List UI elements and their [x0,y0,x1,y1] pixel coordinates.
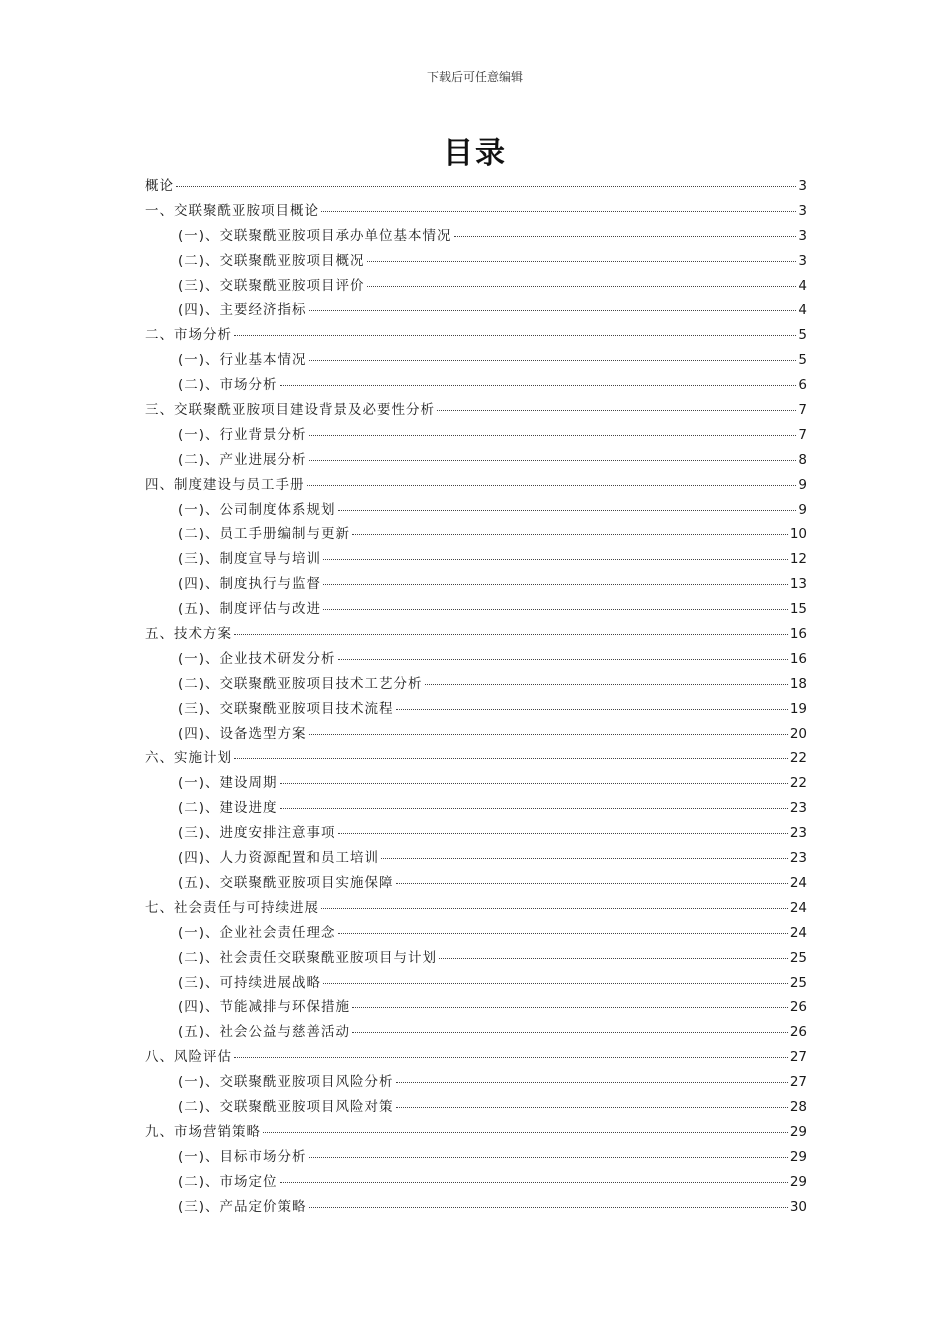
toc-entry-page-number: 9 [798,476,807,493]
toc-entry-page-number: 8 [798,451,807,468]
toc-dot-leader [309,734,788,735]
toc-dot-leader [439,958,788,959]
toc-dot-leader [352,534,788,535]
toc-entry[interactable] [145,298,807,323]
toc-entry[interactable] [145,423,807,448]
toc-entry-page-number: 12 [789,551,807,568]
toc-entry-page-number: 6 [798,377,807,394]
toc-entry-page-number: 24 [789,874,807,891]
toc-entry-label: 五、技术方案 [145,626,232,643]
toc-dot-leader [309,460,797,461]
toc-entry-label: 八、风险评估 [145,1049,232,1066]
toc-entry-page-number: 5 [798,352,807,369]
toc-dot-leader [309,1157,788,1158]
toc-entry-label: (二)、交联聚酰亚胺项目概况 [178,252,365,269]
toc-dot-leader [396,1107,788,1108]
toc-dot-leader [323,609,788,610]
toc-entry[interactable] [145,697,807,722]
toc-entry-page-number: 4 [798,277,807,294]
toc-entry[interactable] [145,473,807,498]
toc-dot-leader [367,286,797,287]
toc-entry-label: (二)、社会责任交联聚酰亚胺项目与计划 [178,949,438,966]
toc-entry[interactable] [145,398,807,423]
toc-entry-label: (二)、市场定位 [178,1173,278,1190]
toc-entry-label: (五)、交联聚酰亚胺项目实施保障 [178,874,394,891]
toc-entry[interactable] [145,522,807,547]
toc-entry-label: (三)、产品定价策略 [178,1198,307,1215]
toc-entry-label: (三)、制度宣导与培训 [178,551,322,568]
toc-entry-label: 六、实施计划 [145,750,232,767]
toc-entry-label: (四)、制度执行与监督 [178,576,322,593]
toc-entry[interactable] [145,1145,807,1170]
toc-entry[interactable] [145,1045,807,1070]
toc-dot-leader [234,634,788,635]
toc-entry-page-number: 29 [789,1148,807,1165]
toc-entry-page-number: 16 [789,650,807,667]
toc-entry-page-number: 3 [798,202,807,219]
toc-entry-page-number: 26 [789,999,807,1016]
toc-entry-label: (一)、交联聚酰亚胺项目风险分析 [178,1074,394,1091]
toc-dot-leader [338,933,788,934]
toc-entry[interactable] [145,647,807,672]
toc-dot-leader [234,758,788,759]
toc-entry-label: 九、市场营销策略 [145,1123,261,1140]
toc-entry-label: (四)、节能减排与环保措施 [178,999,351,1016]
toc-entry-page-number: 3 [798,252,807,269]
toc-entry-label: (一)、目标市场分析 [178,1148,307,1165]
toc-dot-leader [396,709,788,710]
toc-dot-leader [454,236,797,237]
toc-entry[interactable] [145,274,807,299]
toc-dot-leader [381,858,788,859]
toc-entry[interactable] [145,821,807,846]
toc-entry-label: (一)、建设周期 [178,775,278,792]
toc-entry-page-number: 30 [789,1198,807,1215]
toc-entry[interactable] [145,846,807,871]
toc-dot-leader [437,410,796,411]
toc-entry[interactable] [145,946,807,971]
toc-dot-leader [338,833,788,834]
toc-entry[interactable] [145,1170,807,1195]
toc-entry[interactable] [145,771,807,796]
toc-entry-page-number: 23 [789,850,807,867]
toc-entry-page-number: 16 [789,626,807,643]
toc-entry[interactable] [145,448,807,473]
toc-entry-page-number: 10 [789,526,807,543]
table-of-contents [145,174,807,1219]
toc-entry-page-number: 19 [789,700,807,717]
toc-entry[interactable] [145,622,807,647]
toc-entry-page-number: 22 [789,775,807,792]
toc-entry-page-number: 27 [789,1049,807,1066]
toc-entry-page-number: 5 [798,327,807,344]
toc-entry-label: (二)、交联聚酰亚胺项目风险对策 [178,1098,394,1115]
toc-entry-page-number: 20 [789,725,807,742]
toc-dot-leader [396,883,788,884]
toc-entry[interactable] [145,174,807,199]
toc-entry-label: 七、社会责任与可持续进展 [145,899,319,916]
toc-entry-label: (二)、员工手册编制与更新 [178,526,351,543]
toc-entry[interactable] [145,722,807,747]
toc-entry-label: 一、交联聚酰亚胺项目概论 [145,202,319,219]
toc-entry-label: 概论 [145,178,174,194]
toc-entry-page-number: 24 [789,924,807,941]
toc-entry-page-number: 15 [789,601,807,618]
toc-dot-leader [321,211,796,212]
toc-entry-label: (四)、主要经济指标 [178,302,307,319]
toc-entry-page-number: 23 [789,825,807,842]
toc-entry-page-number: 3 [798,178,807,194]
toc-entry[interactable] [145,224,807,249]
toc-dot-leader [280,385,797,386]
toc-entry-label: (一)、企业社会责任理念 [178,924,336,941]
toc-entry-label: (一)、公司制度体系规划 [178,501,336,518]
toc-entry-page-number: 26 [789,1024,807,1041]
toc-dot-leader [323,584,788,585]
toc-entry[interactable] [145,547,807,572]
document-title: 目录 [443,136,507,171]
toc-entry[interactable] [145,1195,807,1220]
toc-entry[interactable] [145,971,807,996]
toc-entry[interactable] [145,249,807,274]
toc-dot-leader [280,808,788,809]
toc-entry[interactable] [145,896,807,921]
toc-entry-page-number: 22 [789,750,807,767]
toc-entry-page-number: 4 [798,302,807,319]
toc-entry-label: (一)、企业技术研发分析 [178,650,336,667]
toc-entry[interactable] [145,597,807,622]
toc-dot-leader [280,783,788,784]
toc-dot-leader [234,335,796,336]
toc-dot-leader [280,1182,788,1183]
toc-dot-leader [234,1057,788,1058]
toc-entry-label: (二)、产业进展分析 [178,451,307,468]
toc-entry[interactable] [145,796,807,821]
toc-dot-leader [352,1032,788,1033]
toc-entry[interactable] [145,373,807,398]
toc-entry-page-number: 29 [789,1123,807,1140]
toc-entry[interactable] [145,323,807,348]
toc-dot-leader [338,659,788,660]
toc-dot-leader [425,684,788,685]
toc-dot-leader [309,435,797,436]
toc-entry-page-number: 27 [789,1074,807,1091]
toc-entry-page-number: 7 [798,426,807,443]
toc-entry-label: 三、交联聚酰亚胺项目建设背景及必要性分析 [145,402,435,419]
toc-entry-page-number: 3 [798,227,807,244]
toc-entry-label: (二)、市场分析 [178,377,278,394]
toc-entry[interactable] [145,1095,807,1120]
toc-dot-leader [352,1007,788,1008]
toc-entry-label: (四)、人力资源配置和员工培训 [178,850,380,867]
toc-entry-label: (三)、交联聚酰亚胺项目评价 [178,277,365,294]
toc-entry-page-number: 23 [789,800,807,817]
toc-entry-page-number: 24 [789,899,807,916]
toc-entry[interactable] [145,995,807,1020]
toc-dot-leader [338,510,797,511]
toc-entry-label: (一)、行业背景分析 [178,426,307,443]
toc-entry[interactable] [145,1120,807,1145]
toc-entry[interactable] [145,498,807,523]
toc-dot-leader [323,983,788,984]
toc-entry[interactable] [145,199,807,224]
toc-entry-label: (五)、制度评估与改进 [178,601,322,618]
toc-entry-page-number: 13 [789,576,807,593]
toc-entry[interactable] [145,1020,807,1045]
toc-dot-leader [323,559,788,560]
toc-entry-page-number: 9 [798,501,807,518]
toc-entry[interactable] [145,348,807,373]
page-header-note: 下载后可任意编辑 [426,70,523,84]
toc-entry-page-number: 18 [789,675,807,692]
toc-dot-leader [176,186,796,187]
toc-entry-label: 四、制度建设与员工手册 [145,476,305,493]
toc-entry-page-number: 7 [798,402,807,419]
toc-dot-leader [307,485,797,486]
toc-dot-leader [309,360,797,361]
toc-entry[interactable] [145,746,807,771]
toc-entry-label: (一)、行业基本情况 [178,352,307,369]
toc-dot-leader [309,1207,788,1208]
toc-entry-label: (一)、交联聚酰亚胺项目承办单位基本情况 [178,227,452,244]
toc-entry-label: (三)、进度安排注意事项 [178,825,336,842]
toc-entry-label: (二)、建设进度 [178,800,278,817]
toc-entry-label: (三)、可持续进展战略 [178,974,322,991]
toc-dot-leader [309,310,797,311]
toc-entry-label: (二)、交联聚酰亚胺项目技术工艺分析 [178,675,423,692]
toc-entry[interactable] [145,672,807,697]
toc-entry-page-number: 29 [789,1173,807,1190]
toc-entry[interactable] [145,921,807,946]
toc-dot-leader [367,261,797,262]
toc-entry-label: (三)、交联聚酰亚胺项目技术流程 [178,700,394,717]
toc-entry-label: (五)、社会公益与慈善活动 [178,1024,351,1041]
toc-dot-leader [321,908,788,909]
toc-dot-leader [396,1082,788,1083]
toc-entry-page-number: 25 [789,974,807,991]
toc-entry[interactable] [145,871,807,896]
toc-entry-label: 二、市场分析 [145,327,232,344]
toc-entry[interactable] [145,1070,807,1095]
toc-entry-page-number: 25 [789,949,807,966]
toc-entry[interactable] [145,572,807,597]
toc-entry-label: (四)、设备选型方案 [178,725,307,742]
toc-dot-leader [263,1132,788,1133]
toc-entry-page-number: 28 [789,1098,807,1115]
